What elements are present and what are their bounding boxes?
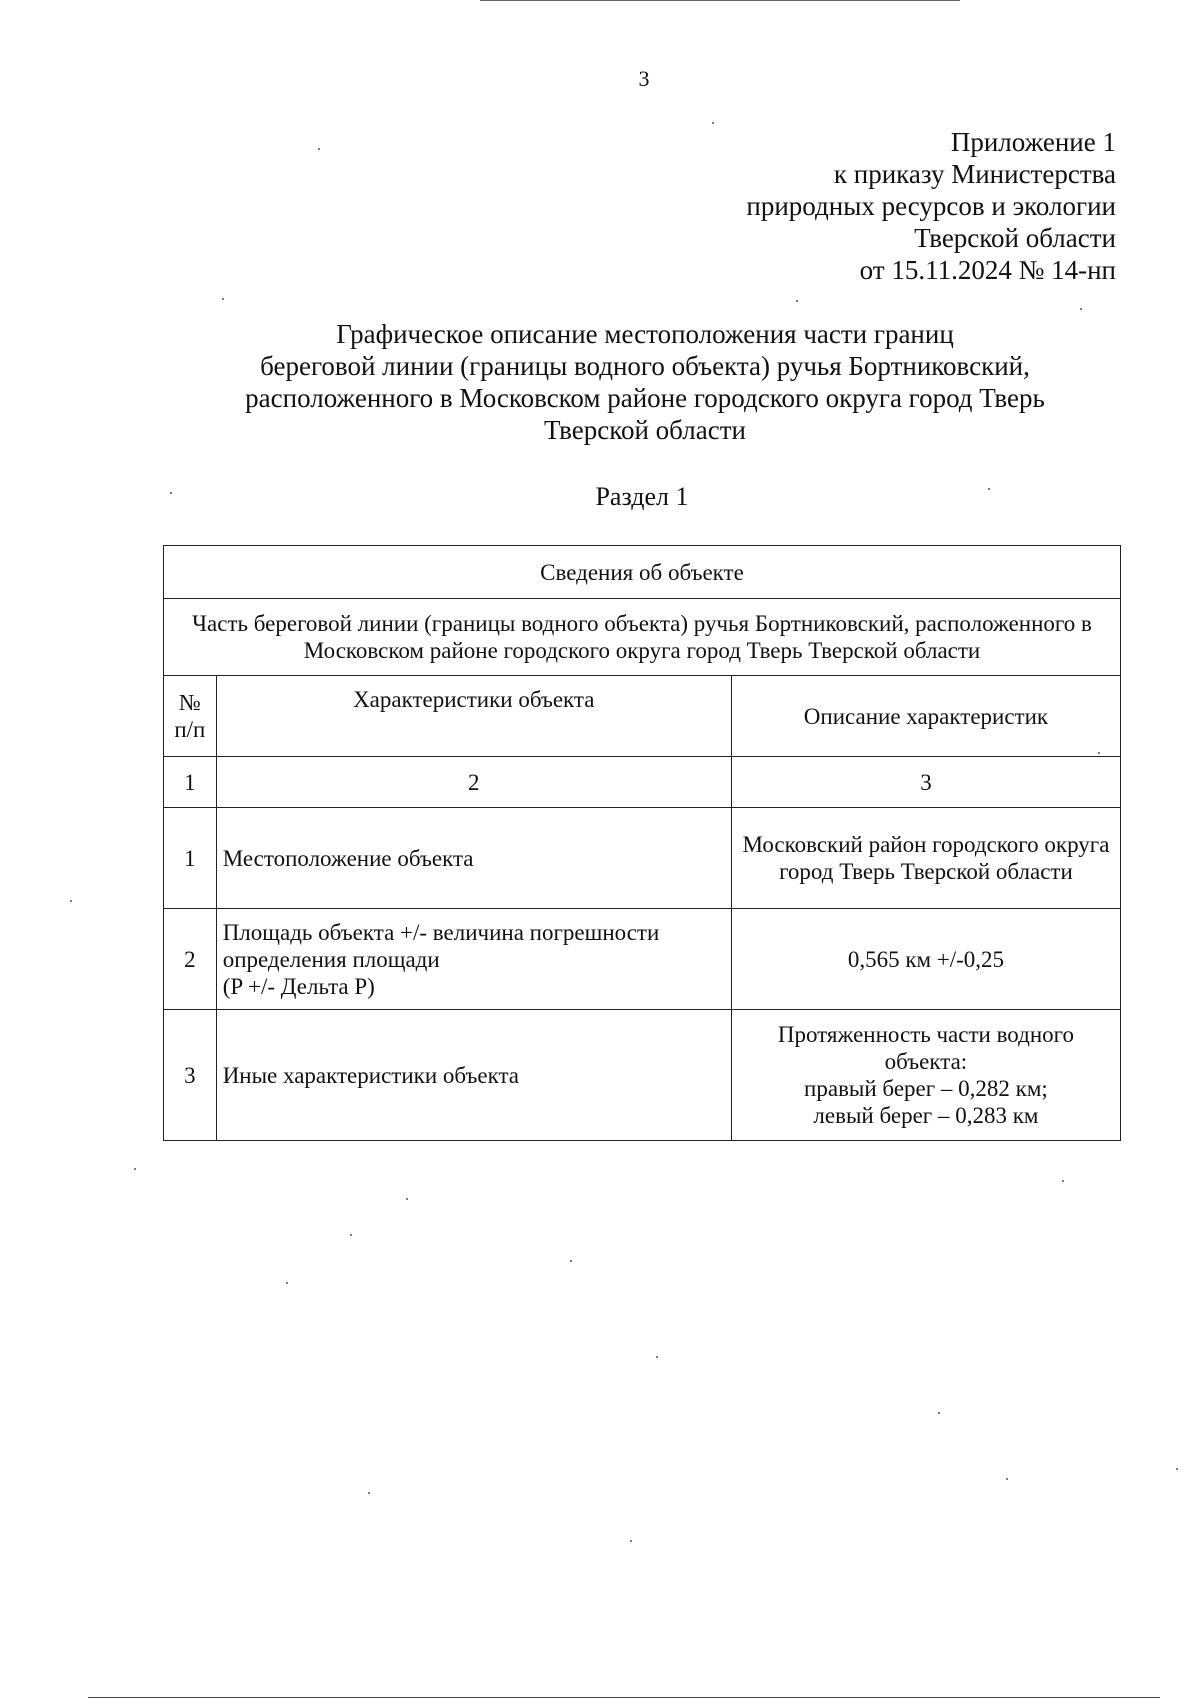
appendix-block <box>746 126 1116 286</box>
column-header-row <box>164 676 1121 757</box>
column-number-2: 2 <box>216 757 731 808</box>
row-description <box>731 1010 1120 1141</box>
page-number: 3 <box>638 66 650 91</box>
object-info-table <box>163 545 1121 1141</box>
appendix-line-5: от 15.11.2024 № 14-нп <box>859 255 1116 285</box>
table-row <box>164 1010 1121 1141</box>
appendix-line-2: к приказу Министерства <box>833 159 1116 189</box>
appendix-line-1: Приложение 1 <box>950 127 1116 157</box>
row-number: 3 <box>164 1010 217 1141</box>
row-characteristic-line-3: (P +/- Дельта P) <box>222 973 375 999</box>
scan-edge-top <box>480 0 960 1</box>
column-header-description: Описание характеристик <box>731 676 1120 757</box>
object-name-row <box>164 599 1121 676</box>
object-name: Часть береговой линии (границы водного объекта) ручья Бортниковский, расположенного в Московском районе городского округа город Тверь Тверской области <box>164 599 1121 676</box>
row-description: Московский район городского округа город Тверь Тверской области <box>731 808 1120 909</box>
title-line-4: Тверской области <box>544 415 746 445</box>
row-characteristic-line-1: Площадь объекта +/- величина погрешности <box>222 919 660 945</box>
row-description: 0,565 км +/-0,25 <box>731 909 1120 1010</box>
column-number-row <box>164 757 1121 808</box>
row-description-line-2: правый берег – 0,282 км; <box>804 1076 1048 1101</box>
title-line-1: Графическое описание местоположения части границ <box>336 319 954 349</box>
row-characteristic-line-2: определения площади <box>222 946 440 972</box>
table-header: Сведения об объекте <box>164 546 1121 599</box>
row-characteristic: Иные характеристики объекта <box>216 1010 731 1141</box>
row-number: 2 <box>164 909 217 1010</box>
appendix-line-4: Тверской области <box>914 223 1116 253</box>
title-line-3: расположенного в Московском районе городского округа город Тверь <box>245 383 1045 413</box>
row-characteristic <box>216 909 731 1010</box>
table-row <box>164 909 1121 1010</box>
column-header-characteristic: Характеристики объекта <box>216 676 731 757</box>
row-description-line-3: левый берег – 0,283 км <box>813 1103 1039 1128</box>
column-number-3: 3 <box>731 757 1120 808</box>
document-title <box>150 318 1140 446</box>
row-number: 1 <box>164 808 217 909</box>
section-label: Раздел 1 <box>595 482 689 511</box>
title-line-2: береговой линии (границы водного объекта) ручья Бортниковский, <box>260 351 1030 381</box>
table-row <box>164 808 1121 909</box>
column-header-num: № п/п <box>164 676 217 757</box>
row-description-line-1: Протяженность части водного объекта: <box>777 1022 1074 1074</box>
table-header-row <box>164 546 1121 599</box>
column-number-1: 1 <box>164 757 217 808</box>
appendix-line-3: природных ресурсов и экологии <box>746 191 1116 221</box>
row-characteristic: Местоположение объекта <box>216 808 731 909</box>
